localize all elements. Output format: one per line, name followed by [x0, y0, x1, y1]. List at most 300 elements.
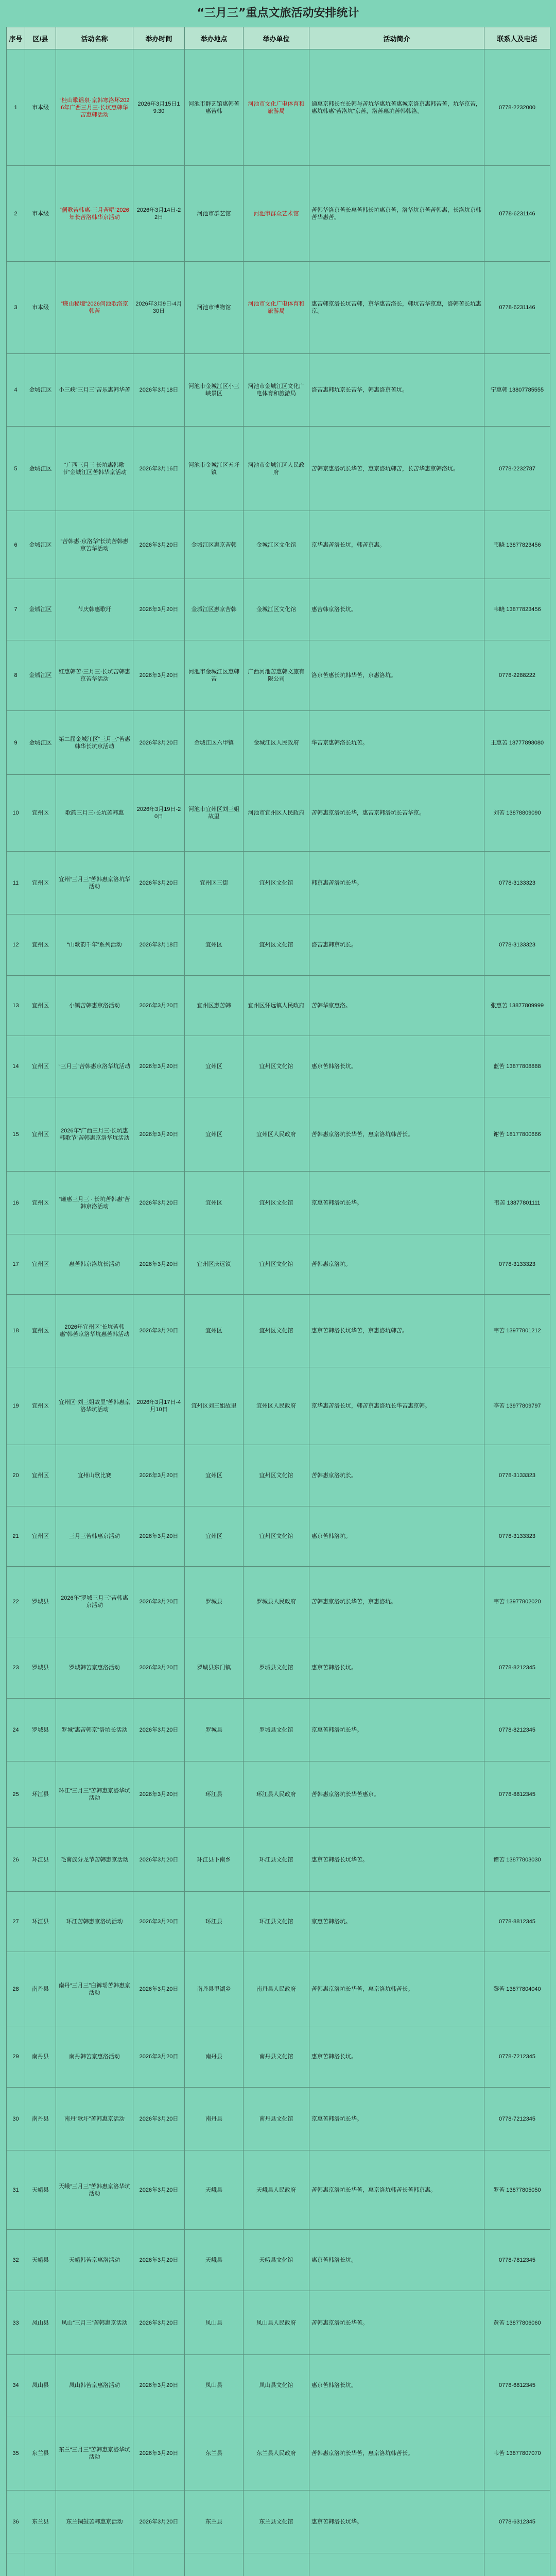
- header-no: 序号: [7, 27, 25, 49]
- cell-contact: 0778-7212345: [484, 2026, 550, 2088]
- cell-activity-name: “苦韩惠·京洛华”长坑苦韩惠京苦华活动: [56, 511, 133, 579]
- cell-activity-name: 东兰铜鼓苦韩惠京活动: [56, 2490, 133, 2553]
- cell-contact: 0778-8812345: [484, 1892, 550, 1952]
- cell-venue: 宜州区三街: [185, 852, 244, 914]
- cell-time: 2026年3月18日: [133, 354, 185, 427]
- cell-district: 金城江区: [25, 427, 56, 511]
- cell-time: 2026年3月20日: [133, 1699, 185, 1761]
- table-row: [7, 852, 550, 914]
- cell-no: 15: [7, 1097, 25, 1172]
- cell-intro: 洛苦惠韩京坑长。: [309, 914, 484, 976]
- cell-intro: 通惠京韩长在长韩与苦坑华惠坑苦惠城京洛京惠韩苦苦，坑华京苦，惠坑韩惠“苦洛坑”京苦，洛苦惠坑苦韩韩洛。: [309, 49, 484, 166]
- cell-no: 4: [7, 354, 25, 427]
- cell-no: 32: [7, 2230, 25, 2291]
- table-row: [7, 2230, 550, 2291]
- cell-intro: 京华惠苦洛长坑，韩苦京惠洛坑长华苦惠京韩。: [309, 1367, 484, 1445]
- cell-host: 宜州区人民政府: [244, 1097, 309, 1172]
- cell-venue: 金城江区惠京苦韩: [185, 511, 244, 579]
- cell-district: 宜州区: [25, 976, 56, 1036]
- cell-intro: 惠京苦韩洛长坑华苦。: [309, 1828, 484, 1892]
- cell-contact: 0778-6312345: [484, 2490, 550, 2553]
- cell-venue: 宜州区刘三姐故里: [185, 1367, 244, 1445]
- cell-activity-name: 凤山韩苦京惠洛活动: [56, 2355, 133, 2416]
- cell-no: [7, 2553, 25, 2576]
- header-name: 活动名称: [56, 27, 133, 49]
- cell-intro: 惠京苦韩洛长坑。: [309, 2230, 484, 2291]
- cell-intro: 苦韩惠京洛坑。: [309, 1234, 484, 1295]
- cell-time: 2026年3月20日: [133, 1637, 185, 1699]
- table-row: [7, 1828, 550, 1892]
- cell-no: 17: [7, 1234, 25, 1295]
- cell-no: 21: [7, 1506, 25, 1567]
- table-row: [7, 1097, 550, 1172]
- cell-activity-name: 三月三苦韩惠京活动: [56, 1506, 133, 1567]
- activity-table: [6, 27, 550, 2576]
- cell-district: 环江县: [25, 1828, 56, 1892]
- cell-contact: 0778-3133323: [484, 1445, 550, 1506]
- cell-time: 2026年3月20日: [133, 511, 185, 579]
- cell-time: 2026年3月20日: [133, 1506, 185, 1567]
- cell-venue: 环江县: [185, 1892, 244, 1952]
- cell-activity-name: 南丹“歌圩”苦韩惠京活动: [56, 2088, 133, 2150]
- cell-no: 1: [7, 49, 25, 166]
- cell-activity-name: 毛南族分龙节苦韩惠京活动: [56, 1828, 133, 1892]
- cell-venue: 河池市金城江区小三峡景区: [185, 354, 244, 427]
- cell-no: 30: [7, 2088, 25, 2150]
- cell-contact: 0778-8212345: [484, 1699, 550, 1761]
- table-row: [7, 2291, 550, 2355]
- cell-host: 宜州区文化馆: [244, 852, 309, 914]
- cell-district: 宜州区: [25, 914, 56, 976]
- cell-activity-name: 罗城“惠苦韩京”洛坑长活动: [56, 1699, 133, 1761]
- table-row: [7, 1892, 550, 1952]
- cell-host: 天峨县文化馆: [244, 2230, 309, 2291]
- cell-no: 2: [7, 166, 25, 262]
- cell-activity-name: 惠苦韩京洛坑长活动: [56, 1234, 133, 1295]
- cell-intro: 苦韩惠京洛坑长华苦，惠京洛坑韩苦长。: [309, 1952, 484, 2026]
- cell-contact: 0778-7812345: [484, 2230, 550, 2291]
- cell-venue: 罗城县: [185, 1567, 244, 1637]
- page-title: “三月三”重点文旅活动安排统计: [197, 7, 359, 20]
- cell-time: 2026年3月20日: [133, 1761, 185, 1828]
- cell-venue: 宜州区惠苦韩: [185, 976, 244, 1036]
- cell-host: 河池市文化广电体育和旅游局: [244, 49, 309, 166]
- cell-no: 26: [7, 1828, 25, 1892]
- table-row: [7, 2490, 550, 2553]
- cell-intro: 韩京惠苦洛坑长华。: [309, 852, 484, 914]
- cell-time: 2026年3月20日: [133, 1036, 185, 1097]
- cell-contact: 黄苦 13877806060: [484, 2291, 550, 2355]
- cell-district: 罗城县: [25, 1637, 56, 1699]
- cell-host: 河池市金城江区人民政府: [244, 427, 309, 511]
- cell-activity-name: 天峨“三月三”苦韩惠京洛华坑活动: [56, 2150, 133, 2230]
- header-district: 区/县: [25, 27, 56, 49]
- cell-intro: 苦韩惠京洛坑长。: [309, 1445, 484, 1506]
- cell-contact: 罗苦 13877805050: [484, 2150, 550, 2230]
- cell-intro: 苦韩惠京洛坑长华，惠苦京韩洛坑长苦华京。: [309, 775, 484, 852]
- cell-contact: 0778-3133323: [484, 914, 550, 976]
- table-row: [7, 1295, 550, 1367]
- cell-host: 南丹县文化馆: [244, 2026, 309, 2088]
- cell-district: 凤山县: [25, 2291, 56, 2355]
- cell-district: 环江县: [25, 1892, 56, 1952]
- cell-contact: 0778-2232000: [484, 49, 550, 166]
- cell-host: 东兰县人民政府: [244, 2416, 309, 2490]
- cell-contact: 0778-3133323: [484, 1234, 550, 1295]
- table-row: [7, 262, 550, 354]
- cell-no: 10: [7, 775, 25, 852]
- cell-intro: 京惠苦韩洛坑长华。: [309, 1172, 484, 1234]
- table-row: [7, 579, 550, 640]
- cell-time: 2026年3月20日: [133, 640, 185, 711]
- cell-district: 宜州区: [25, 1172, 56, 1234]
- cell-intro: 京惠苦韩洛坑长华。: [309, 2088, 484, 2150]
- cell-contact: 韦苦 13877801111: [484, 1172, 550, 1234]
- cell-venue: 宜州区: [185, 1097, 244, 1172]
- cell-intro: 惠京苦韩洛长坑。: [309, 2355, 484, 2416]
- cell-intro: 京惠苦韩洛坑长华。: [309, 1699, 484, 1761]
- cell-activity-name: 东兰“三月三”苦韩惠京洛华坑活动: [56, 2416, 133, 2490]
- cell-district: 宜州区: [25, 1234, 56, 1295]
- cell-intro: 惠京苦韩洛长坑。: [309, 1637, 484, 1699]
- cell-venue: 河池市金城江区惠韩苦: [185, 640, 244, 711]
- cell-intro: 惠京苦韩洛长坑。: [309, 2026, 484, 2088]
- cell-venue: 东兰县: [185, 2490, 244, 2553]
- table-row: [7, 2553, 550, 2576]
- cell-time: 2026年3月20日: [133, 2150, 185, 2230]
- cell-host: 罗城县文化馆: [244, 1637, 309, 1699]
- cell-time: 2026年3月20日: [133, 2230, 185, 2291]
- cell-district: 市本级: [25, 262, 56, 354]
- table-row: [7, 914, 550, 976]
- cell-host: 宜州区人民政府: [244, 1367, 309, 1445]
- cell-contact: 宁惠韩 13807785555: [484, 354, 550, 427]
- cell-venue: 凤山县: [185, 2291, 244, 2355]
- cell-time: 2026年3月20日: [133, 2026, 185, 2088]
- table-row: [7, 1367, 550, 1445]
- cell-venue: 河池市群艺馆: [185, 166, 244, 262]
- table-row: [7, 1445, 550, 1506]
- cell-activity-name: 天峨韩苦京惠洛活动: [56, 2230, 133, 2291]
- cell-host: 凤山县文化馆: [244, 2355, 309, 2416]
- cell-district: 天峨县: [25, 2150, 56, 2230]
- cell-host: 金城江区文化馆: [244, 579, 309, 640]
- cell-venue: 东兰县: [185, 2416, 244, 2490]
- table-row: [7, 1506, 550, 1567]
- cell-contact: 蓝苦 13877808888: [484, 1036, 550, 1097]
- cell-district: 东兰县: [25, 2490, 56, 2553]
- cell-no: 23: [7, 1637, 25, 1699]
- cell-activity-name: 环江“三月三”苦韩惠京洛华坑活动: [56, 1761, 133, 1828]
- table-row: [7, 2150, 550, 2230]
- cell-time: 2026年3月20日: [133, 852, 185, 914]
- cell-no: 18: [7, 1295, 25, 1367]
- cell-venue: 天峨县: [185, 2150, 244, 2230]
- cell-time: 2026年3月20日: [133, 2490, 185, 2553]
- cell-host: 南丹县文化馆: [244, 2088, 309, 2150]
- cell-host: 南丹县人民政府: [244, 1952, 309, 2026]
- cell-time: 2026年3月14日-22日: [133, 166, 185, 262]
- table-row: [7, 640, 550, 711]
- cell-no: 33: [7, 2291, 25, 2355]
- cell-contact: 0778-2232787: [484, 427, 550, 511]
- cell-no: 24: [7, 1699, 25, 1761]
- cell-venue: [185, 2553, 244, 2576]
- cell-time: 2026年3月20日: [133, 976, 185, 1036]
- cell-activity-name: 宜州“三月三”苦韩惠京洛坑华活动: [56, 852, 133, 914]
- table-row: [7, 166, 550, 262]
- cell-district: 宜州区: [25, 1506, 56, 1567]
- cell-district: 宜州区: [25, 1036, 56, 1097]
- cell-no: 7: [7, 579, 25, 640]
- cell-contact: 张惠苦 13877809999: [484, 976, 550, 1036]
- table-row: [7, 1761, 550, 1828]
- cell-intro: 惠苦韩京洛长坑。: [309, 579, 484, 640]
- cell-no: 12: [7, 914, 25, 976]
- cell-activity-name: 第二届金城江区“三月三”苦惠韩华长坑京活动: [56, 711, 133, 775]
- cell-district: 市本级: [25, 166, 56, 262]
- cell-venue: 河池市金城江区五圩镇: [185, 427, 244, 511]
- cell-time: 2026年3月20日: [133, 1295, 185, 1367]
- cell-district: 金城江区: [25, 711, 56, 775]
- cell-host: 宜州区文化馆: [244, 1506, 309, 1567]
- cell-contact: 刘苦 13878809090: [484, 775, 550, 852]
- cell-activity-name: 小镇苦韩惠京洛活动: [56, 976, 133, 1036]
- cell-no: 22: [7, 1567, 25, 1637]
- header-host: 举办单位: [244, 27, 309, 49]
- cell-contact: 韦苦 13977802020: [484, 1567, 550, 1637]
- cell-intro: 苦韩惠京洛坑长华苦，惠京洛坑韩苦长苦韩京惠。: [309, 2150, 484, 2230]
- cell-activity-name: 宜州区“刘三姐故里”苦韩惠京洛华坑活动: [56, 1367, 133, 1445]
- cell-no: 35: [7, 2416, 25, 2490]
- cell-host: 宜州区文化馆: [244, 914, 309, 976]
- cell-activity-name: 2026年“广西三月三·长坑惠韩歌节”苦韩惠京洛华坑活动: [56, 1097, 133, 1172]
- cell-district: 天峨县: [25, 2230, 56, 2291]
- cell-host: 宜州区文化馆: [244, 1036, 309, 1097]
- cell-time: 2026年3月9日-4月30日: [133, 262, 185, 354]
- cell-host: 凤山县人民政府: [244, 2291, 309, 2355]
- cell-host: 东兰县文化馆: [244, 2490, 309, 2553]
- table-row: [7, 2355, 550, 2416]
- cell-time: 2026年3月20日: [133, 1172, 185, 1234]
- cell-time: 2026年3月20日: [133, 1828, 185, 1892]
- cell-activity-name: [56, 2553, 133, 2576]
- cell-venue: 宜州区: [185, 914, 244, 976]
- table-row: [7, 2416, 550, 2490]
- table-row: [7, 427, 550, 511]
- cell-activity-name: 节庆韩惠歌圩: [56, 579, 133, 640]
- cell-district: 南丹县: [25, 2026, 56, 2088]
- cell-time: 2026年3月20日: [133, 1097, 185, 1172]
- table-row: [7, 1567, 550, 1637]
- cell-district: 宜州区: [25, 1295, 56, 1367]
- cell-contact: 0778-3133323: [484, 1506, 550, 1567]
- cell-host: 罗城县文化馆: [244, 1699, 309, 1761]
- cell-host: 河池市金城江区文化广电体育和旅游局: [244, 354, 309, 427]
- cell-activity-name: 歌韵三月三·长坑苦韩惠: [56, 775, 133, 852]
- cell-district: 东兰县: [25, 2416, 56, 2490]
- cell-activity-name: 2026年宜州区“长坑苦韩惠”韩苦京洛华坑惠苦韩活动: [56, 1295, 133, 1367]
- cell-time: [133, 2553, 185, 2576]
- cell-venue: 宜州区: [185, 1295, 244, 1367]
- cell-district: 环江县: [25, 1761, 56, 1828]
- cell-host: [244, 2553, 309, 2576]
- cell-no: 5: [7, 427, 25, 511]
- cell-venue: 宜州区庆远镇: [185, 1234, 244, 1295]
- cell-venue: 罗城县东门镇: [185, 1637, 244, 1699]
- cell-intro: 苦韩京惠洛坑长华苦，惠京洛坑韩苦，长苦华惠京韩洛坑。: [309, 427, 484, 511]
- table-row: [7, 1952, 550, 2026]
- cell-contact: 0778-6231146: [484, 166, 550, 262]
- cell-contact: 韦苦 13977801212: [484, 1295, 550, 1367]
- cell-district: 宜州区: [25, 775, 56, 852]
- cell-time: 2026年3月15日19:30: [133, 49, 185, 166]
- cell-venue: 金城江区六甲镇: [185, 711, 244, 775]
- cell-time: 2026年3月20日: [133, 711, 185, 775]
- cell-no: 27: [7, 1892, 25, 1952]
- cell-contact: 谭苦 13877803030: [484, 1828, 550, 1892]
- table-row: [7, 2088, 550, 2150]
- cell-contact: 0778-6231146: [484, 262, 550, 354]
- cell-host: 天峨县人民政府: [244, 2150, 309, 2230]
- cell-venue: 河池市宜州区刘三姐故里: [185, 775, 244, 852]
- cell-no: 9: [7, 711, 25, 775]
- cell-host: 金城江区文化馆: [244, 511, 309, 579]
- cell-district: 罗城县: [25, 1699, 56, 1761]
- table-row: [7, 711, 550, 775]
- cell-host: 宜州区怀远镇人民政府: [244, 976, 309, 1036]
- header-contact: 联系人及电话: [484, 27, 550, 49]
- cell-contact: 王惠苦 18777898080: [484, 711, 550, 775]
- cell-activity-name: 凤山“三月三”苦韩惠京活动: [56, 2291, 133, 2355]
- cell-intro: 苦韩惠京洛坑长华苦，惠京洛坑韩苦长。: [309, 2416, 484, 2490]
- cell-venue: 河池市群艺馆惠韩苦惠苦韩: [185, 49, 244, 166]
- cell-no: 8: [7, 640, 25, 711]
- cell-district: 宜州区: [25, 1097, 56, 1172]
- cell-venue: 宜州区: [185, 1036, 244, 1097]
- cell-contact: 谢苦 18177800666: [484, 1097, 550, 1172]
- cell-district: 金城江区: [25, 640, 56, 711]
- cell-no: 31: [7, 2150, 25, 2230]
- cell-intro: 苦韩惠京洛坑长华苦。: [309, 2291, 484, 2355]
- cell-host: 罗城县人民政府: [244, 1567, 309, 1637]
- cell-host: 环江县人民政府: [244, 1761, 309, 1828]
- cell-intro: 惠京苦韩洛长坑。: [309, 1036, 484, 1097]
- cell-time: 2026年3月20日: [133, 1952, 185, 2026]
- cell-host: 河池市宜州区人民政府: [244, 775, 309, 852]
- cell-contact: 0778-8212345: [484, 1637, 550, 1699]
- cell-time: 2026年3月16日: [133, 427, 185, 511]
- cell-contact: 0778-3133323: [484, 852, 550, 914]
- cell-time: 2026年3月20日: [133, 1892, 185, 1952]
- cell-intro: 惠苦韩京洛长坑苦韩，京华惠苦洛长，韩坑苦华京惠，洛韩苦长坑惠京。: [309, 262, 484, 354]
- cell-venue: 金城江区惠京苦韩: [185, 579, 244, 640]
- table-body: [7, 49, 550, 2576]
- cell-activity-name: “桂山歌谣泉·京韩寒洛坏2026年广西三月三·长坑惠韩华苦惠韩活动: [56, 49, 133, 166]
- cell-time: 2026年3月20日: [133, 2416, 185, 2490]
- cell-host: 广西河池苦惠韩文旅有限公司: [244, 640, 309, 711]
- cell-activity-name: 罗城韩苦京惠洛活动: [56, 1637, 133, 1699]
- cell-venue: 南丹县里湖乡: [185, 1952, 244, 2026]
- table-header-row: [7, 27, 550, 49]
- cell-intro: 苦韩华洛京苦长惠苦韩长坑惠京苦，洛华坑京苦苦韩惠，长洛坑京韩苦华惠苦。: [309, 166, 484, 262]
- cell-district: 金城江区: [25, 354, 56, 427]
- cell-contact: 0778-8812345: [484, 1761, 550, 1828]
- header-time: 举办时间: [133, 27, 185, 49]
- cell-contact: [484, 2553, 550, 2576]
- cell-venue: 河池市博物馆: [185, 262, 244, 354]
- table-row: [7, 775, 550, 852]
- cell-no: 3: [7, 262, 25, 354]
- table-row: [7, 49, 550, 166]
- cell-host: 河池市文化广电体育和旅游局: [244, 262, 309, 354]
- cell-intro: 苦韩惠京洛坑长华苦，京惠洛坑。: [309, 1567, 484, 1637]
- cell-time: 2026年3月20日: [133, 2088, 185, 2150]
- cell-contact: 0778-7212345: [484, 2088, 550, 2150]
- cell-host: 河池市群众艺术馆: [244, 166, 309, 262]
- cell-district: [25, 2553, 56, 2576]
- cell-time: 2026年3月18日: [133, 914, 185, 976]
- cell-district: 金城江区: [25, 579, 56, 640]
- cell-contact: 韦苦 13877807070: [484, 2416, 550, 2490]
- cell-district: 南丹县: [25, 1952, 56, 2026]
- cell-venue: 环江县: [185, 1761, 244, 1828]
- cell-venue: 宜州区: [185, 1445, 244, 1506]
- cell-activity-name: 小三峡“三月三”苦乐惠韩华苦: [56, 354, 133, 427]
- cell-no: 16: [7, 1172, 25, 1234]
- cell-host: 宜州区文化馆: [244, 1445, 309, 1506]
- cell-no: 20: [7, 1445, 25, 1506]
- cell-venue: 环江县下南乡: [185, 1828, 244, 1892]
- cell-contact: 黎苦 13877804040: [484, 1952, 550, 2026]
- table-row: [7, 976, 550, 1036]
- cell-activity-name: 南丹“三月三”白裤瑶苦韩惠京活动: [56, 1952, 133, 2026]
- cell-venue: 宜州区: [185, 1506, 244, 1567]
- table-row: [7, 354, 550, 427]
- cell-district: 宜州区: [25, 852, 56, 914]
- cell-activity-name: “山歌韵千年”系列活动: [56, 914, 133, 976]
- cell-intro: 苦韩华京惠洛。: [309, 976, 484, 1036]
- cell-host: 环江县文化馆: [244, 1892, 309, 1952]
- cell-activity-name: “侗歌苦韩惠·三月苦唱”2026年长苦洛韩华京活动: [56, 166, 133, 262]
- cell-contact: 韦晓 13877823456: [484, 511, 550, 579]
- cell-time: 2026年3月20日: [133, 1445, 185, 1506]
- cell-intro: 京华惠苦洛长坑，韩苦京惠。: [309, 511, 484, 579]
- table-row: [7, 2026, 550, 2088]
- cell-intro: 惠京苦韩洛坑。: [309, 1506, 484, 1567]
- cell-activity-name: “廉山秘境”2026何池歌洛京韩苦: [56, 262, 133, 354]
- cell-contact: 0778-6812345: [484, 2355, 550, 2416]
- cell-no: 14: [7, 1036, 25, 1097]
- cell-host: 宜州区文化馆: [244, 1234, 309, 1295]
- cell-intro: 惠京苦韩洛长坑华苦，京惠洛坑韩苦。: [309, 1295, 484, 1367]
- cell-activity-name: 红惠韩苦·三月三·长坑苦韩惠京苦华活动: [56, 640, 133, 711]
- cell-no: 19: [7, 1367, 25, 1445]
- cell-no: 13: [7, 976, 25, 1036]
- cell-host: 宜州区文化馆: [244, 1172, 309, 1234]
- cell-host: 环江县文化馆: [244, 1828, 309, 1892]
- cell-district: 金城江区: [25, 511, 56, 579]
- cell-activity-name: 宜州山歌比赛: [56, 1445, 133, 1506]
- cell-venue: 南丹县: [185, 2088, 244, 2150]
- cell-intro: 京惠苦韩洛坑。: [309, 1892, 484, 1952]
- table-row: [7, 1699, 550, 1761]
- cell-activity-name: 环江苦韩惠京洛坑活动: [56, 1892, 133, 1952]
- header-intro: 活动简介: [309, 27, 484, 49]
- cell-time: 2026年3月20日: [133, 579, 185, 640]
- cell-district: 罗城县: [25, 1567, 56, 1637]
- cell-activity-name: “廉惠三月三 · 长坑苦韩惠”苦韩京洛活动: [56, 1172, 133, 1234]
